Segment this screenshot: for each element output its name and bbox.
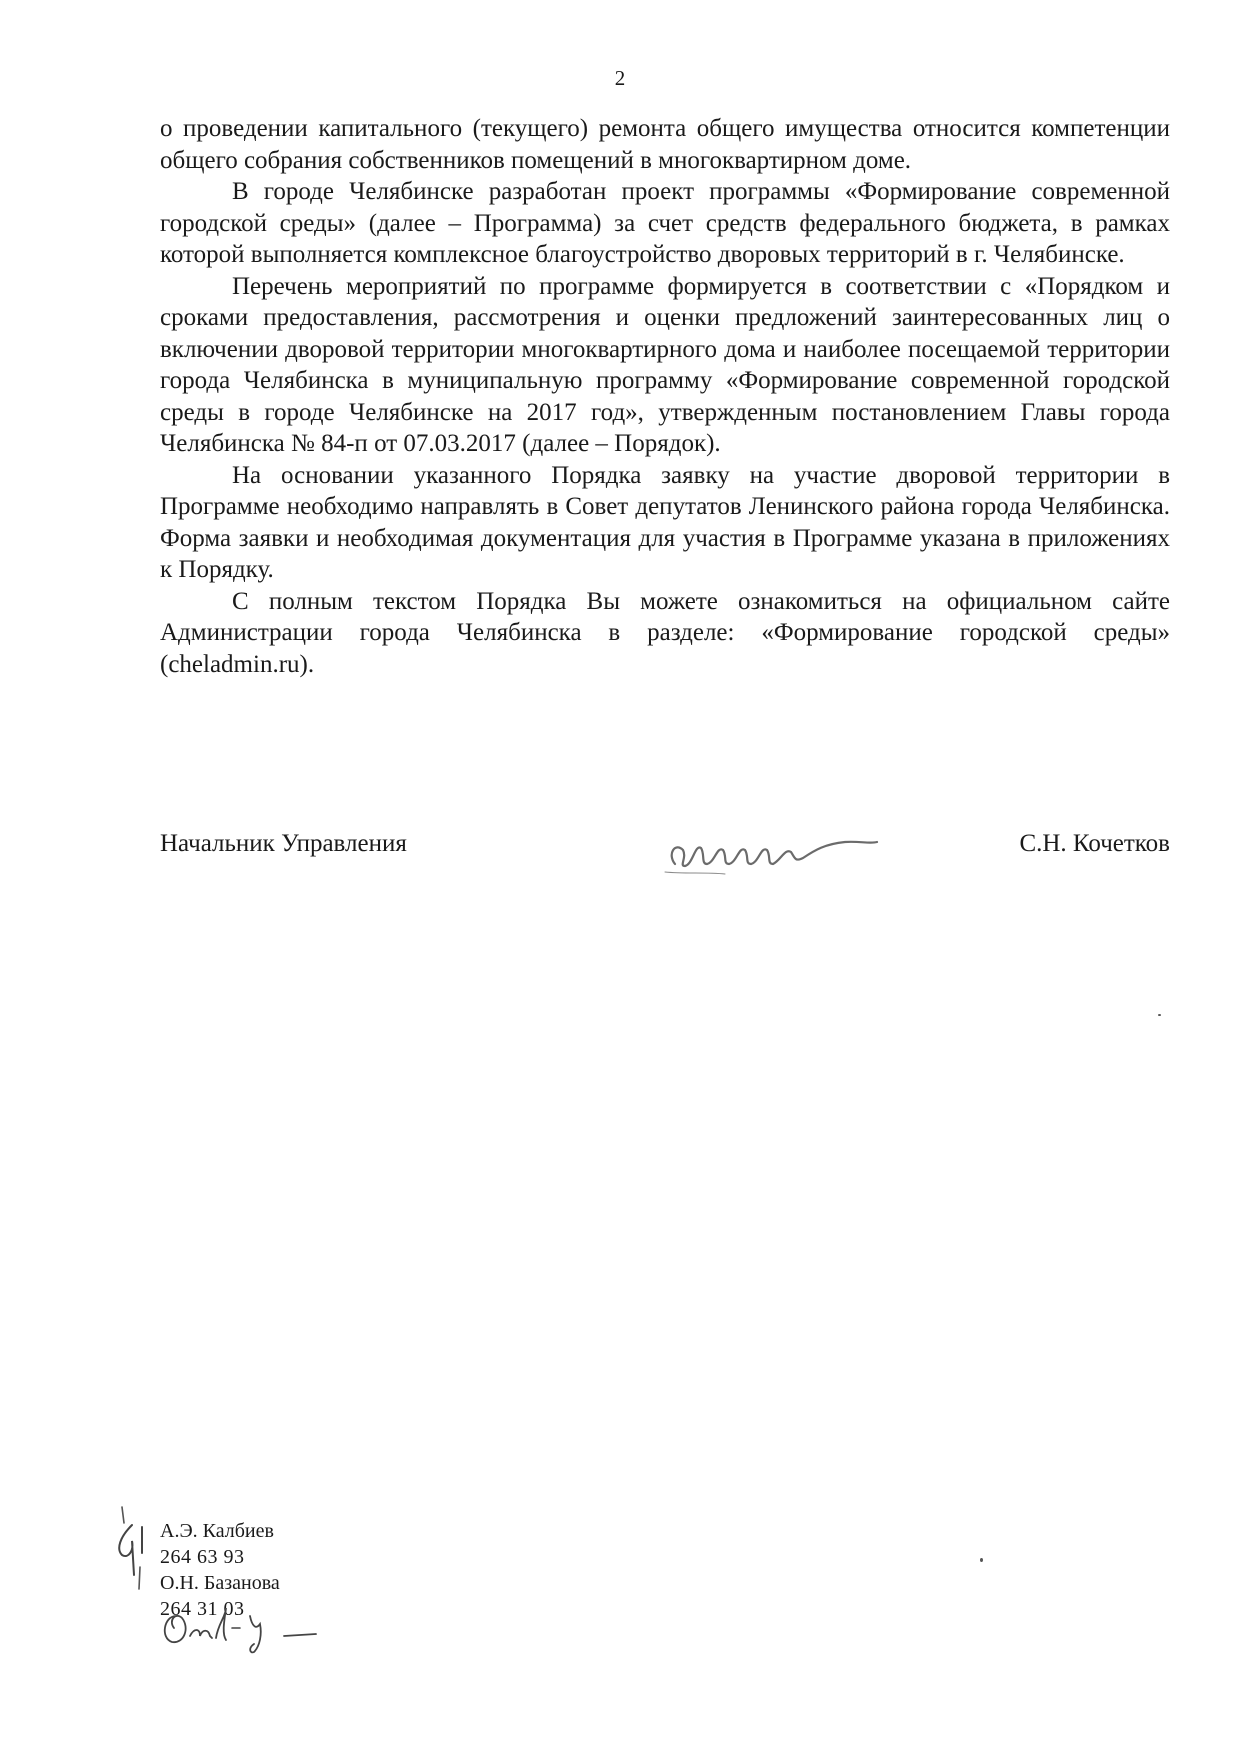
scan-speck xyxy=(1158,1014,1161,1016)
signatory-name: С.Н. Кочетков xyxy=(1019,830,1170,857)
signature-block xyxy=(160,820,1170,880)
scan-speck xyxy=(980,1558,983,1562)
page-number: 2 xyxy=(614,66,626,90)
executor-name: А.Э. Калбиев xyxy=(160,1520,274,1542)
margin-handwritten-mark xyxy=(112,1505,152,1595)
paragraph-1: о проведении капитального (текущего) ремонта общего имущества относится компетенции общего собрания собственников помещений в многоквартирном доме. xyxy=(160,115,1170,174)
paragraph-4: На основании указанного Порядка заявку на участие дворовой территории в Программе необходимо направлять в Совет депутатов Ленинского района города Челябинска. Форма заявки и необходимая документация для участия в Программе указана в приложениях к Порядку. xyxy=(160,461,1170,583)
executor-phone: 264 31 03 xyxy=(160,1598,245,1620)
executor-name: О.Н. Базанова xyxy=(160,1572,280,1594)
handwritten-initials xyxy=(156,1598,356,1656)
executor-phone: 264 63 93 xyxy=(160,1546,245,1568)
paragraph-2: В городе Челябинске разработан проект программы «Формирование современной городской среды» (далее – Программа) за счет средств федерального бюджета, в рамках которой выполняется комплексное благоустройство дворовых территорий в г. Челябинске. xyxy=(160,178,1170,268)
signatory-position: Начальник Управления xyxy=(160,830,407,857)
letter-body xyxy=(160,113,1170,680)
paragraph-3: Перечень мероприятий по программе формируется в соответствии с «Порядком и сроками предоставления, рассмотрения и оценки предложений заинтересованных лиц о включении дворовой территории многоквартирного дома и наиболее посещаемой территории города Челябинска в муниципальную программу «Формирование современной городской среды в городе Челябинске на 2017 год», утвержденным постановлением Главы города Челябинска № 84-п от 07.03.2017 (далее – Порядок). xyxy=(160,272,1170,457)
handwritten-signature xyxy=(645,814,895,884)
paragraph-5: С полным текстом Порядка Вы можете ознакомиться на официальном сайте Администрации города Челябинска в разделе: «Формирование городской среды» (cheladmin.ru). xyxy=(160,587,1170,678)
